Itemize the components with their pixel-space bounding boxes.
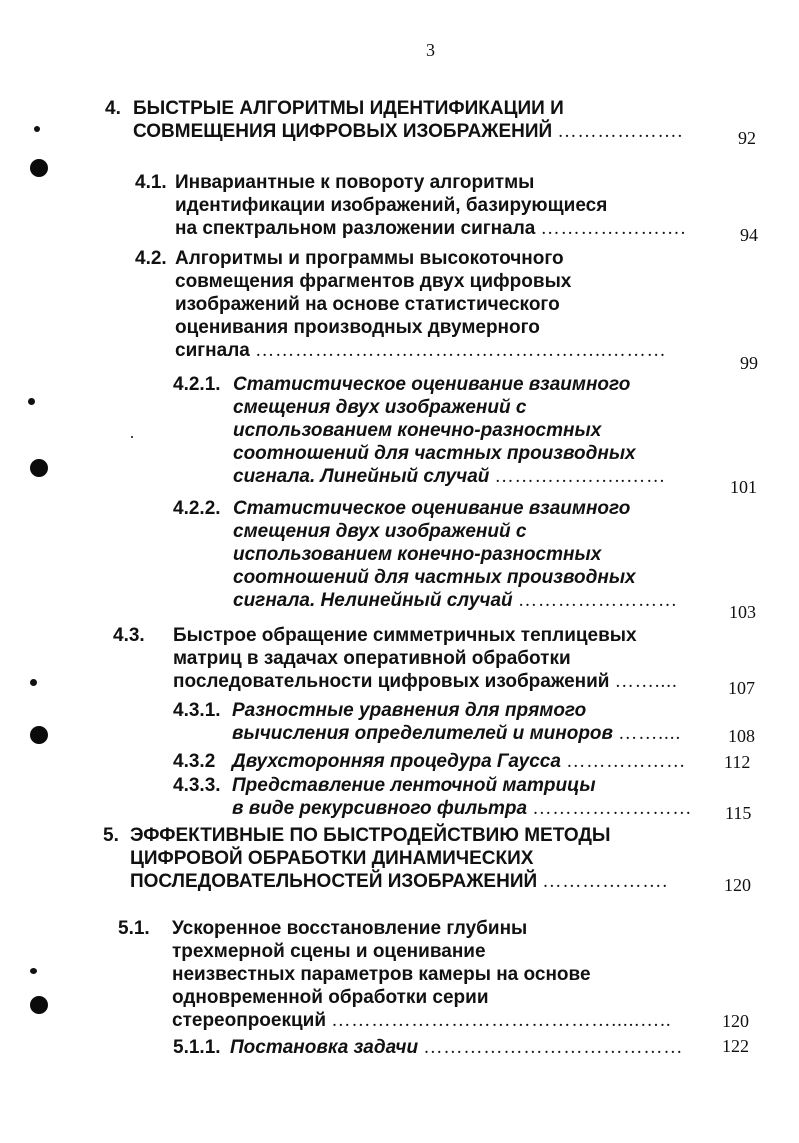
leader-dots: …………………… xyxy=(532,798,693,819)
toc-entry-5-1-1-number: 5.1.1. xyxy=(173,1037,221,1058)
entry-line: Разностные уравнения для прямого xyxy=(232,700,587,721)
entry-line: Представление ленточной матрицы xyxy=(232,775,596,796)
leader-dots: ………………. xyxy=(542,871,669,892)
toc-entry-5-1-page: 120 xyxy=(722,1011,749,1031)
toc-entry-5-1-number: 5.1. xyxy=(118,918,150,939)
entry-line: соотношений для частных производных xyxy=(233,443,636,464)
toc-entry-4-2-2-number: 4.2.2. xyxy=(173,498,221,519)
entry-number: 4. xyxy=(105,98,121,119)
entry-line: смещения двух изображений с xyxy=(233,521,527,542)
toc-entry-4-3-3-title xyxy=(232,774,692,820)
entry-line: ЭФФЕКТИВНЫЕ ПО БЫСТРОДЕЙСТВИЮ МЕТОДЫ xyxy=(130,825,611,846)
entry-line: ПОСЛЕДОВАТЕЛЬНОСТЕЙ ИЗОБРАЖЕНИЙ xyxy=(130,871,538,892)
toc-entry-4-3-1-number: 4.3.1. xyxy=(173,700,221,721)
binder-mark xyxy=(34,126,40,132)
entry-line: сигнала xyxy=(175,340,250,361)
toc-entry-4-page: 92 xyxy=(738,128,756,148)
entry-line: использованием конечно-разностных xyxy=(233,544,602,565)
toc-entry-5-1-1-title xyxy=(230,1036,683,1059)
entry-line: идентификации изображений, базирующиеся xyxy=(175,195,608,216)
toc-entry-4-3-2-number: 4.3.2 xyxy=(173,751,216,772)
toc-entry-4-1-title xyxy=(175,171,686,240)
entry-line: совмещения фрагментов двух цифровых xyxy=(175,271,572,292)
toc-entry-4-3-1-title xyxy=(232,699,681,745)
leader-dots: …………………………………….....….. xyxy=(331,1010,672,1031)
toc-entry-4-2-page: 99 xyxy=(740,353,758,373)
entry-line: Двухсторонняя процедура Гаусса xyxy=(232,751,561,772)
toc-entry-4-3-2-title xyxy=(232,750,686,773)
leader-dots: ………………………………… xyxy=(423,1037,684,1058)
entry-line: Постановка задачи xyxy=(230,1037,419,1058)
entry-line: Алгоритмы и программы высокоточного xyxy=(175,248,564,269)
entry-line: ЦИФРОВОЙ ОБРАБОТКИ ДИНАМИЧЕСКИХ xyxy=(130,848,534,869)
toc-entry-4-2-2-page: 103 xyxy=(729,602,756,622)
toc-entry-4-2-1-page: 101 xyxy=(730,477,757,497)
toc-entry-4-2-2-title xyxy=(233,497,678,612)
entry-line: изображений на основе статистического xyxy=(175,294,560,315)
entry-line: СОВМЕЩЕНИЯ ЦИФРОВЫХ ИЗОБРАЖЕНИЙ xyxy=(133,121,553,142)
entry-line: вычисления определителей и миноров xyxy=(232,723,614,744)
toc-entry-4-3-3-number: 4.3.3. xyxy=(173,775,221,796)
entry-line: неизвестных параметров камеры на основе xyxy=(172,964,591,985)
entry-line: использованием конечно-разностных xyxy=(233,420,602,441)
toc-entry-4-2-1-title xyxy=(233,373,666,488)
entry-line: на спектральном разложении сигнала xyxy=(175,218,536,239)
entry-line: матриц в задачах оперативной обработки xyxy=(173,648,571,669)
toc-entry-4-3-title xyxy=(173,624,678,693)
leader-dots: …………………… xyxy=(517,590,678,611)
leader-dots: ………………..…… xyxy=(494,466,667,487)
toc-entry-4-1-page: 94 xyxy=(740,225,758,245)
toc-entry-5-page: 120 xyxy=(724,875,751,895)
entry-line: Инвариантные к повороту алгоритмы xyxy=(175,172,535,193)
binder-mark xyxy=(30,968,37,974)
entry-line: оценивания производных двумерного xyxy=(175,317,540,338)
toc-entry-4-2-1-number: 4.2.1. xyxy=(173,374,221,395)
entry-line: сигнала. Нелинейный случай xyxy=(233,590,513,611)
toc-entry-5-1-1-page: 122 xyxy=(722,1036,749,1056)
toc-entry-4-3-1-page: 108 xyxy=(728,726,755,746)
leader-dots: …….... xyxy=(614,671,678,692)
leader-dots: ………………. xyxy=(557,121,684,142)
binder-mark xyxy=(28,398,35,405)
entry-line: в виде рекурсивного фильтра xyxy=(232,798,528,819)
entry-line: трехмерной сцены и оценивание xyxy=(172,941,486,962)
entry-line: сигнала. Линейный случай xyxy=(233,466,490,487)
toc-entry-4 xyxy=(105,97,121,120)
toc-entry-4-title xyxy=(133,97,683,143)
entry-line: Статистическое оценивание взаимного xyxy=(233,374,631,395)
toc-entry-4-3-2-page: 112 xyxy=(724,752,751,772)
entry-line: смещения двух изображений с xyxy=(233,397,527,418)
toc-entry-4-2-number: 4.2. xyxy=(135,248,167,269)
entry-line: одновременной обработки серии xyxy=(172,987,489,1008)
toc-entry-4-1-number: 4.1. xyxy=(135,172,167,193)
leader-dots: ……………… xyxy=(566,751,687,772)
toc-entry-5-title xyxy=(130,824,668,893)
toc-entry-5-number: 5. xyxy=(103,825,119,846)
leader-dots: ……………………………………………..……… xyxy=(255,340,667,361)
toc-entry-4-3-number: 4.3. xyxy=(113,625,145,646)
entry-line: соотношений для частных производных xyxy=(233,567,636,588)
entry-line: последовательности цифровых изображений xyxy=(173,671,610,692)
binder-mark xyxy=(30,679,37,686)
entry-line: стереопроекций xyxy=(172,1010,327,1031)
binder-hole xyxy=(30,459,48,477)
toc-entry-4-3-page: 107 xyxy=(728,678,755,698)
binder-hole xyxy=(30,726,48,744)
entry-line: Быстрое обращение симметричных теплицевых xyxy=(173,625,637,646)
page-number: 3 xyxy=(426,40,435,60)
toc-entry-4-3-3-page: 115 xyxy=(725,803,752,823)
toc-entry-5-1-title xyxy=(172,917,672,1032)
entry-line: БЫСТРЫЕ АЛГОРИТМЫ ИДЕНТИФИКАЦИИ И xyxy=(133,98,564,119)
leader-dots: …….... xyxy=(618,723,682,744)
binder-hole xyxy=(30,159,48,177)
entry-line: Ускоренное восстановление глубины xyxy=(172,918,528,939)
binder-mark xyxy=(131,436,133,438)
binder-hole xyxy=(30,996,48,1014)
leader-dots: …………………. xyxy=(540,218,687,239)
toc-entry-4-2-title xyxy=(175,247,667,362)
entry-line: Статистическое оценивание взаимного xyxy=(233,498,631,519)
